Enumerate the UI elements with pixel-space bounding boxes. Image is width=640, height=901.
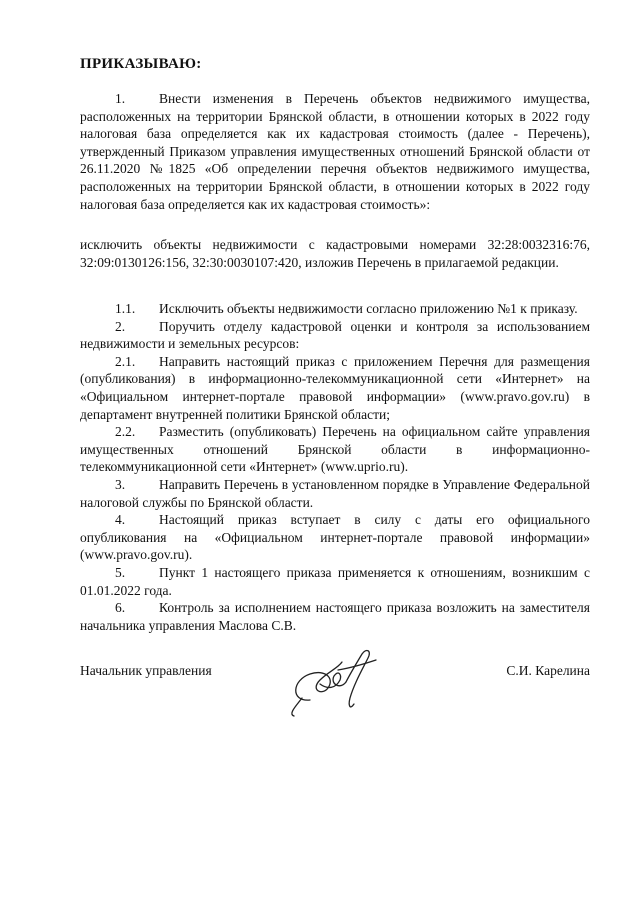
item-paragraph — [80, 511, 590, 564]
item-number: 5. — [115, 564, 126, 580]
handwritten-signature — [280, 640, 390, 720]
item-1-block — [80, 90, 590, 213]
item-number: 3. — [115, 476, 126, 492]
item-paragraph — [80, 599, 590, 634]
item-paragraph — [80, 300, 590, 318]
item-text: Поручить отделу кадастровой оценки и контроля за использованием недвижимости и земельных ресурсов: — [80, 318, 590, 352]
item-1-text: Внести изменения в Перечень объектов недвижимого имущества, расположенных на территории Брянской области, в отношении которых в 2022 году налоговая база определяется как их кадастровая стоимость (далее - Перечень), утвержденный Приказом управления имущественных отношений Брянской области от 26.11.2020 №1825 «Об определении перечня объектов недвижимого имущества, расположенных на территории Брянской области, в отношении которых в 2022 году налоговая база определяется как их кадастровая стоимость»: — [80, 91, 590, 212]
item-paragraph — [80, 318, 590, 353]
item-number: 2.2. — [115, 424, 136, 440]
signatory-name: С.И. Карелина — [506, 663, 590, 678]
item-number: 2.1. — [115, 353, 136, 369]
item-1-paragraph — [80, 90, 590, 213]
item-text: Направить Перечень в установленном порядке в Управление Федеральной налоговой службы по Брянской области. — [80, 476, 590, 510]
item-paragraph — [80, 476, 590, 511]
item-text: Пункт 1 настоящего приказа применяется к отношениям, возникшим с 01.01.2022 года. — [80, 564, 590, 598]
signatory-title: Начальник управления — [80, 663, 212, 678]
item-number: 6. — [115, 600, 126, 616]
item-1-number: 1. — [115, 91, 126, 106]
items-list — [80, 300, 590, 634]
item-paragraph — [80, 423, 590, 476]
item-paragraph — [80, 564, 590, 599]
exclude-paragraph: исключить объекты недвижимости с кадастровыми номерами 32:28:0032316:76, 32:09:0130126:156, 32:30:0030107:420, изложив Перечень в прилагаемой редакции. — [80, 237, 590, 270]
exclude-block — [80, 236, 590, 271]
item-text: Разместить (опубликовать) Перечень на официальном сайте управления имущественных отношений Брянской области в информационно-телекоммуникационной сети «Интернет» (www.uprio.ru). — [80, 424, 590, 475]
item-text: Направить настоящий приказ с приложением Перечня для размещения (опубликования) в информационно-телекоммуникационной сети «Интернет» на «Официальном интернет-портале правовой информации» (www.pravo.gov.ru) в департамент внутренней политики Брянской области; — [80, 353, 590, 422]
item-text: Исключить объекты недвижимости согласно приложению №1 к приказу. — [159, 301, 578, 316]
order-heading: ПРИКАЗЫВАЮ: — [80, 56, 202, 72]
item-text: Контроль за исполнением настоящего приказа возложить на заместителя начальника управления Маслова С.В. — [80, 600, 590, 633]
item-paragraph — [80, 353, 590, 423]
item-text: Настоящий приказ вступает в силу с даты его официального опубликования на «Официальном интернет-портале правовой информации» (www.pravo.gov.ru). — [80, 512, 590, 563]
item-number: 4. — [115, 512, 126, 528]
item-number: 1.1. — [115, 301, 136, 316]
item-number: 2. — [115, 318, 126, 334]
